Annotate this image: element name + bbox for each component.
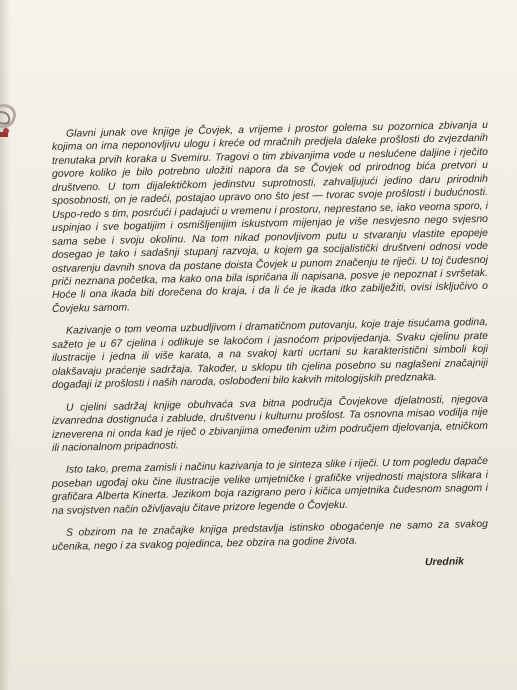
paragraph-1: Glavni junak ove knjige je Čovjek, a vrijeme i prostor golema su pozornica zbivanja u kojima on ima neponovljivu ulogu i kreće od mračnih predjela daleke prošlosti do zvjezdanih trenutaka prvih koraka u Svemiru. Tragovi o tim zbivanjima vode u neslućene daljine i rječito govore koliko je bilo potrebno uložiti napora da se Čovjek od prirodnog bića pretvori u društveno. U tom dijalektičkom jedinstvu suprotnosti, zahvaljujući jedino daru prirodnih sposobnosti, on je radeći, postajao upravo ono što jest — tvorac svoje prošlosti i budućnosti. Uspo-redo s tim, posrćući i padajući u vremenu i prostoru, neprestano se, iako veoma sporo, i uspinjao i sve bogatijim i osmišljenijim iskustvom mijenjao je više nesvjesno nego svjesno sama sebe i svoju okolinu. Na tom nikad ponovljivom putu u stvaranju vlastite epopeje dosegao je tako i sadašnji stupanj razvoja, u kojem ga socijalistički društveni odnosi vode ostvarenju davnih snova da postane doista Čovjek u punom značenju te riječi. U toj čudesnoj priči neznana početka, ma kako ona bila ispričana ili napisana, posve je nepoznat i svršetak. Hoće li ona ikada biti dorečena do kraja, i da li će je ikada itko zabilježiti, ovisi isključivo o Čovjeku samom.: [52, 119, 488, 315]
paper-clip-icon: [0, 100, 22, 140]
paragraph-3: U cjelini sadržaj knjige obuhvaća sva bitna područja Čovjekove djelatnosti, njegova izvanredna dostignuća i zablude, društvenu i kulturnu prošlost. Ta osnovna misao vodilja nije izneverena ni onda kad je riječ o zbivanjima omeđenim užim područjem djelovanja, etničkom ili nacionalnom pripadnosti.: [52, 393, 488, 454]
paragraph-4: Isto tako, prema zamisli i načinu kazivanja to je sinteza slike i riječi. U tom pogledu dapače poseban ugođaj oku čine ilustracije velike umjetničke i grafičke vrijednosti majstora slikara i grafičara Alberta Kinerta. Jezikom boja razigrano pero i kičica umjetnika čudesnom snagom i na svojstven način oživljavaju čitave prizore legende o Čovjeku.: [52, 456, 488, 517]
paragraph-5: S obzirom na te značajke knjiga predstavlja istinsko obogaćenje ne samo za svakog učenika, nego i za svakog pojedinca, bez obzira na godine života.: [52, 519, 488, 553]
preface-text: [52, 119, 488, 578]
signature-editor: Urednik: [424, 556, 464, 569]
paragraph-2: Kazivanje o tom veoma uzbudljivom i dramatičnom putovanju, koje traje tisućama godina, sažeto je u 67 cjelina i odlikuje se lakoćom i jasnoćom pripovijedanja. Svaku cjelinu prate ilustracije i jedna ili više karata, a na svakoj karti ucrtani su karakteristični simboli koji olakšavaju praćenje sadržaja. Također, u sklopu tih cjelina posebno su naglašeni značajniji događaji iz prošlosti i naših naroda, oslobođeni bilo kakvih mitologijskih predznaka.: [52, 317, 488, 392]
